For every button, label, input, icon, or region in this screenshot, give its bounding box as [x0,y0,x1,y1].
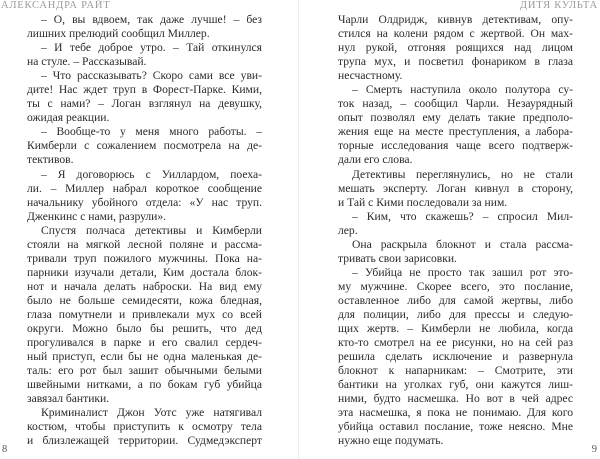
text-line: и близлежащей территории. Судмедэксперт [27,434,262,448]
text-line: было не больше семидесяти, кожа бледная, [27,293,262,307]
text-line: ли. – Миллер набрал короткое сообщение [27,181,262,195]
text-line: парники изучали детали, Ким достала блок- [27,265,262,279]
text-line: нужно еще подумать. [338,434,444,448]
text-line: Кимберли с сожалением посмотрела на де- [27,139,262,153]
text-line: Дженкинс с нами, разрули». [27,209,167,223]
text-line: оставленное либо для самой жертвы, либо [338,293,573,307]
text-line: для полиции, либо для прессы и следую- [338,307,573,321]
text-line: Она раскрыла блокнот и стала рассма- [352,237,573,251]
running-head-author: АЛЕКСАНДРА РАЙТ [1,0,111,11]
text-line: кто-то смотрел на ее рисунки, но на сей раз [338,336,573,350]
text-line: мешать эксперту. Логан кивнул в сторону, [338,181,573,195]
text-line: швейными нитками, а по бокам губ убийца [27,378,262,392]
text-line: ожидая реакции. [27,111,110,125]
running-head-title: ДИТЯ КУЛЬТА [519,0,598,11]
text-line: му мужчине. Скорее всего, это послание, [338,279,573,293]
text-line: Чарли Олдридж, кивнув детективам, опу- [338,13,573,26]
text-line: жения еще на месте преступления, а лабора- [338,125,573,139]
text-line: дите! Нас ждет труп в Форест-Парке. Кими, [27,83,262,97]
text-line: решила сделать исключение и развернула [338,350,573,364]
text-line: ток назад, – сообщил Чарли. Незаурядный [338,97,573,111]
text-line: ними, будто насмешка. Но вот в чей адрес [338,392,573,406]
text-line: завязал бантики. [27,392,110,406]
text-line: блокнот к напарникам: – Смотрите, эти [338,364,573,378]
text-line: дали его слова. [338,153,413,167]
text-line: щих жертв. – Кимберли не любила, когда [338,322,573,336]
text-line: на стуле. – Рассказывай. [27,55,147,69]
text-line: бантики на уголках губ, они кажутся лиш- [338,378,573,392]
text-line: – Убийца не просто так зашил рот это- [352,265,573,279]
text-line: стился на колени рядом с жертвой. Он мах- [338,27,573,41]
text-line: эта насмешка, я пока не понимаю. Для кого [338,406,573,420]
text-line: несчастному. [338,69,403,83]
text-line: округи. Можно было бы решить, что дед [27,322,262,336]
text-line: прогуливался в парке и его свалил сердеч- [27,336,262,350]
text-line: убийца оставил послание, тоже неясно. Мне [338,420,573,434]
text-line: – И тебе доброе утро. – Тай откинулся [41,41,262,55]
text-line: – О, вы вдвоем, так даже лучше! – без [41,13,262,26]
page-number-left: 8 [2,444,8,455]
text-line: лер. [338,223,358,237]
text-line: Спустя полчаса детективы и Кимберли [41,223,262,237]
text-line: – Вообще-то у меня много работы. – [41,125,262,139]
text-line: тривать свои зарисовки. [338,251,457,265]
text-line: стояли на мягкой лесной поляне и рассма- [27,237,262,251]
text-line: нот и начала делать наброски. На вид ему [27,279,262,293]
left-page [0,0,298,459]
text-line: лишних прелюдий сообщил Миллер. [27,27,210,41]
text-line: костюм, чтобы приступить к осмотру тела [27,420,262,434]
text-line: глаза помутнели и привлекали мух со всей [27,307,262,321]
text-line: и Тай с Кими последовали за ним. [338,195,508,209]
text-line: таль: его рот был зашит обычными белыми [27,364,262,378]
text-line: тривали труп пожилого мужчины. Пока на- [27,251,262,265]
left-page-text [27,13,262,448]
text-line: Криминалист Джон Уотс уже натягивал [41,406,262,420]
text-line: – Что рассказывать? Скоро сами все уви- [41,69,262,83]
text-line: начальнику убойного отдела: «У нас труп. [27,195,262,209]
text-line: торные исследования чаще всего подтверж- [338,139,573,153]
text-line: – Я договорюсь с Уиллардом, поеха- [41,167,262,181]
text-line: ты с нами? – Логан взглянул на девушку, [27,97,262,111]
text-line: нул рукой, отгоняя роящихся над лицом [338,41,573,55]
text-line: – Ким, что скажешь? – спросил Мил- [352,209,573,223]
text-line: Детективы переглянулись, но не стали [352,167,573,181]
text-line: трупа мух, и посветил фонариком в глаза [338,55,573,69]
text-line: тективов. [27,153,74,167]
right-page [299,0,600,459]
right-page-text [338,13,573,448]
text-line: ный приступ, если бы не одна маленькая де- [27,350,262,364]
text-line: опыт позволял ему делать такие предполо- [338,111,573,125]
page-number-right: 9 [591,444,597,455]
text-line: – Смерть наступила около полутора су- [352,83,573,97]
